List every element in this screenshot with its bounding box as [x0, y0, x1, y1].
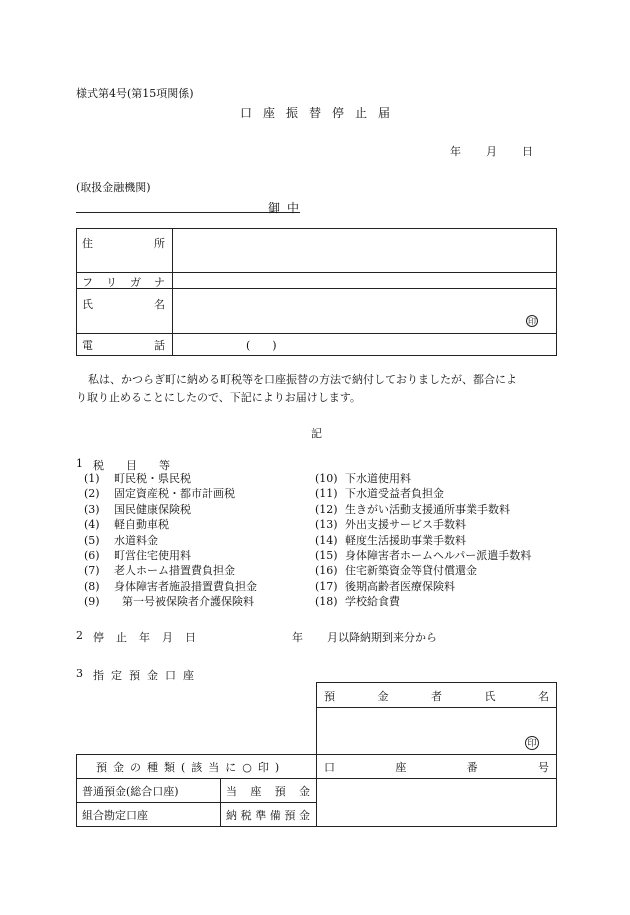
list-item: (9) 第一号被保険者介護保険料 — [84, 595, 254, 609]
section2-year: 年 — [292, 631, 303, 644]
section2-title: 停止年月日 — [93, 631, 208, 644]
list-item: (2) 固定資産税・都市計画税 — [84, 487, 235, 501]
account-number-label: 口 座 番 号 — [324, 761, 549, 774]
section1-number: 1 — [76, 457, 83, 470]
body-line-2: り取り止めることにしたので、下記によりお届けします。 — [76, 391, 361, 404]
tax-list-left — [84, 471, 257, 610]
list-item: (12) 生きがい活動支援通所事業手数料 — [315, 502, 510, 516]
deposit-type-ordinary: 普通預金(総合口座) — [82, 785, 179, 798]
furigana-label: フ リ ガ ナ — [82, 276, 165, 289]
phone-parentheses: ( ) — [246, 339, 277, 352]
section3-title: 指定預金口座 — [93, 669, 201, 682]
list-item: (3) 国民健康保険税 — [84, 502, 191, 516]
list-item: (16) 住宅新築資金等貸付償還金 — [315, 564, 477, 578]
list-item: (11) 下水道受益者負担金 — [315, 487, 444, 501]
depositor-seal-icon: 印 — [525, 736, 539, 750]
list-item: (14) 軽度生活援助事業手数料 — [315, 533, 466, 547]
section3-number: 3 — [76, 667, 83, 680]
form-number: 様式第4号(第15項関係) — [76, 87, 194, 100]
deposit-type-tax-reserve: 納 税 準 備 預 金 — [226, 809, 310, 822]
name-label-right: 名 — [154, 298, 165, 311]
body-line-1: 私は、かつらぎ町に納める町税等を口座振替の方法で納付しておりましたが、都合によ — [88, 373, 517, 386]
list-item: (18) 学校給食費 — [315, 595, 400, 609]
deposit-type-header: 預金の種類(該当に○印) — [96, 761, 286, 774]
page-title: 口座振替停止届 — [240, 106, 402, 120]
list-item: (13) 外出支援サービス手数料 — [315, 518, 466, 532]
list-item: (4) 軽自動車税 — [84, 518, 169, 532]
section2-rest: 月以降納期到来分から — [327, 631, 437, 644]
account-table-top — [316, 682, 557, 683]
deposit-type-current: 当 座 預 金 — [226, 785, 310, 798]
section1-title: 税目等 — [93, 459, 192, 472]
ki-heading: 記 — [311, 427, 322, 440]
bank-label: (取扱金融機関) — [76, 181, 151, 194]
tax-list-right — [315, 471, 531, 610]
date-year: 年 — [450, 145, 461, 158]
bank-name-line — [76, 212, 300, 213]
list-item: (17) 後期高齢者医療保険料 — [315, 579, 455, 593]
bank-suffix: 御中 — [268, 201, 307, 215]
date-day: 日 — [522, 145, 533, 158]
list-item: (15) 身体障害者ホームヘルパー派遣手数料 — [315, 548, 532, 562]
list-item: (8) 身体障害者施設措置費負担金 — [84, 579, 257, 593]
list-item: (5) 水道料金 — [84, 533, 158, 547]
list-item: (6) 町営住宅使用料 — [84, 548, 191, 562]
phone-label-right: 話 — [154, 339, 165, 352]
deposit-type-union: 組合勘定口座 — [82, 809, 148, 822]
date-month: 月 — [486, 145, 497, 158]
address-label-left: 住 — [82, 237, 93, 250]
applicant-seal-icon: 印 — [528, 317, 536, 326]
name-label-left: 氏 — [82, 298, 93, 311]
applicant-table — [76, 228, 557, 356]
list-item: (10) 下水道使用料 — [315, 472, 411, 485]
depositor-name-label: 預 金 者 氏 名 — [324, 690, 549, 703]
phone-label-left: 電 — [82, 339, 93, 352]
list-item: (7) 老人ホーム措置費負担金 — [84, 564, 235, 578]
address-label-right: 所 — [154, 237, 165, 250]
section2-number: 2 — [76, 629, 83, 642]
list-item: (1) 町民税・県民税 — [84, 472, 191, 485]
